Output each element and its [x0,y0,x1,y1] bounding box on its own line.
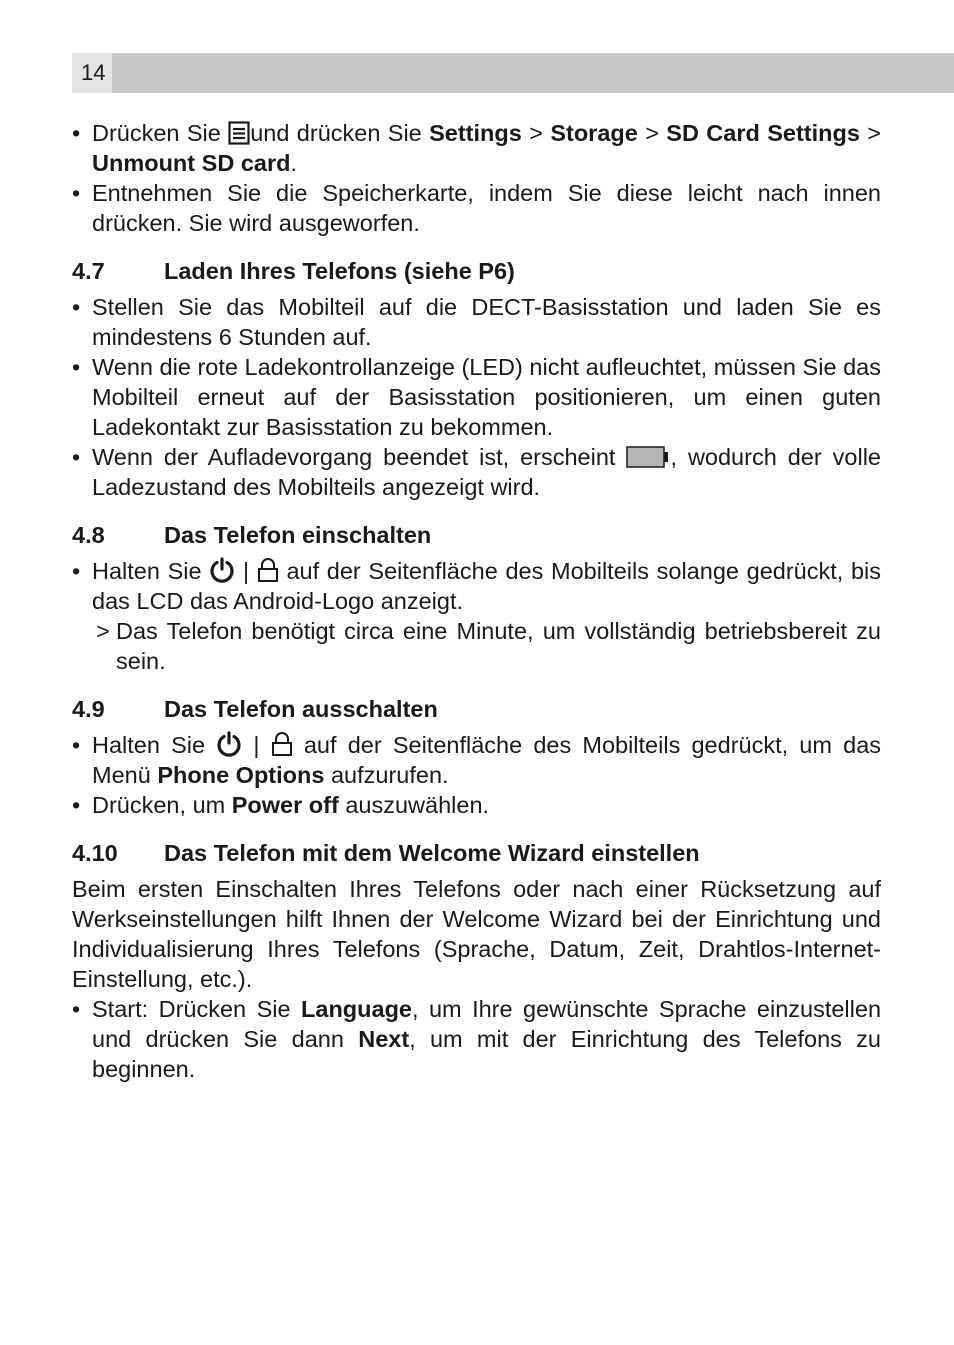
text-run: Drücken Sie [92,120,221,146]
list-item [72,292,881,352]
bullet-text [92,790,881,820]
bullet-text [92,994,881,1084]
path-separator: > [645,120,659,146]
section-heading [72,694,881,724]
text-run: auf der Seitenfläche des Mobilteils solange gedrückt, bis das LCD das Android-Logo anzeigt. [92,558,882,614]
section-title: Das Telefon ausschalten [164,696,438,722]
menu-icon [228,121,250,145]
bullet-dot: • [72,120,81,146]
section-heading [72,256,881,286]
sub-marker: > [96,618,110,644]
separator: | [253,732,260,758]
list-item [72,556,881,616]
text-run: Halten Sie [92,558,202,584]
list-item [72,994,881,1084]
section-number: 4.10 [72,840,118,866]
section-title: Laden Ihres Telefons (siehe P6) [164,258,515,284]
option-next: Next [358,1026,410,1052]
text-run: auszuwählen. [345,792,490,818]
bullet-text [92,118,881,178]
bullet-text: Wenn die rote Ladekontrollanzeige (LED) nicht aufleuchtet, müssen Sie das Mobilteil erneut auf der Basisstation positionieren, um einen guten Ladekontakt zur Basisstation zu bekommen. [92,354,881,440]
bullet-dot: • [72,996,81,1022]
section-title: Das Telefon mit dem Welcome Wizard einstellen [164,840,700,866]
text-run: auf der Seitenfläche des Mobilteils gedrückt, um das Menü [92,732,882,788]
menu-path-storage: Storage [550,120,638,146]
list-item [72,118,881,178]
page-content [72,118,881,1084]
text-run: , um mit der Einrichtung des Telefons zu beginnen. [92,1026,881,1082]
text-run: , wodurch der volle Ladezustand des Mobilteils angezeigt wird. [92,444,882,500]
bullet-dot: • [72,732,81,758]
list-item [72,790,881,820]
menu-path-unmount: Unmount SD card [92,150,291,176]
bullet-text [92,442,881,502]
option-power-off: Power off [231,792,339,818]
sub-item [96,616,881,676]
bullet-text [92,556,881,616]
path-separator: > [529,120,543,146]
text-run: Wenn der Aufladevorgang beendet ist, erscheint [92,444,616,470]
list-item [72,178,881,238]
text-run: . [290,150,297,176]
header-bar [112,53,954,93]
section-number: 4.9 [72,696,105,722]
bullet-dot: • [72,444,81,470]
bullet-dot: • [72,180,81,206]
text-run: , um Ihre gewünschte Sprache einzustellen und drücken Sie dann [92,996,882,1052]
separator: | [242,558,250,584]
text-run: Start: Drücken Sie [92,996,291,1022]
list-item [72,730,881,790]
section-number: 4.7 [72,258,105,284]
lock-icon [271,731,293,757]
bullet-text: Entnehmen Sie die Speicherkarte, indem Sie diese leicht nach innen drücken. Sie wird ausgeworfen. [92,180,881,236]
list-item [72,442,881,502]
section-heading [72,838,881,868]
power-icon [216,731,242,757]
text-run: Halten Sie [92,732,206,758]
section-number: 4.8 [72,522,105,548]
battery-full-icon [626,446,670,468]
section-title: Das Telefon einschalten [164,522,432,548]
list-item [72,352,881,442]
bullet-dot: • [72,354,81,380]
option-language: Language [301,996,412,1022]
sub-text: Das Telefon benötigt circa eine Minute, um vollständig betriebsbereit zu sein. [116,618,881,674]
menu-path-sd-card-settings: SD Card Settings [666,120,860,146]
bullet-text: Stellen Sie das Mobilteil auf die DECT-Basisstation und laden Sie es mindestens 6 Stunden auf. [92,294,881,350]
paragraph: Beim ersten Einschalten Ihres Telefons oder nach einer Rücksetzung auf Werkseinstellungen hilft Ihnen der Welcome Wizard bei der Einrichtung und Individualisierung Ihres Telefons (Sprache, Datum, Zeit, Drahtlos-Internet-Einstellung, etc.). [72,876,881,992]
bullet-dot: • [72,294,81,320]
menu-name-phone-options: Phone Options [157,762,325,788]
text-run: und drücken Sie [250,120,422,146]
power-icon [209,557,235,583]
text-run: aufzurufen. [330,762,449,788]
bullet-text [92,730,881,790]
section-heading [72,520,881,550]
lock-icon [257,557,279,583]
bullet-dot: • [72,792,81,818]
page-number: 14 [72,53,112,93]
path-separator: > [867,120,882,146]
bullet-dot: • [72,558,81,584]
menu-path-settings: Settings [429,120,522,146]
text-run: Drücken, um [92,792,226,818]
